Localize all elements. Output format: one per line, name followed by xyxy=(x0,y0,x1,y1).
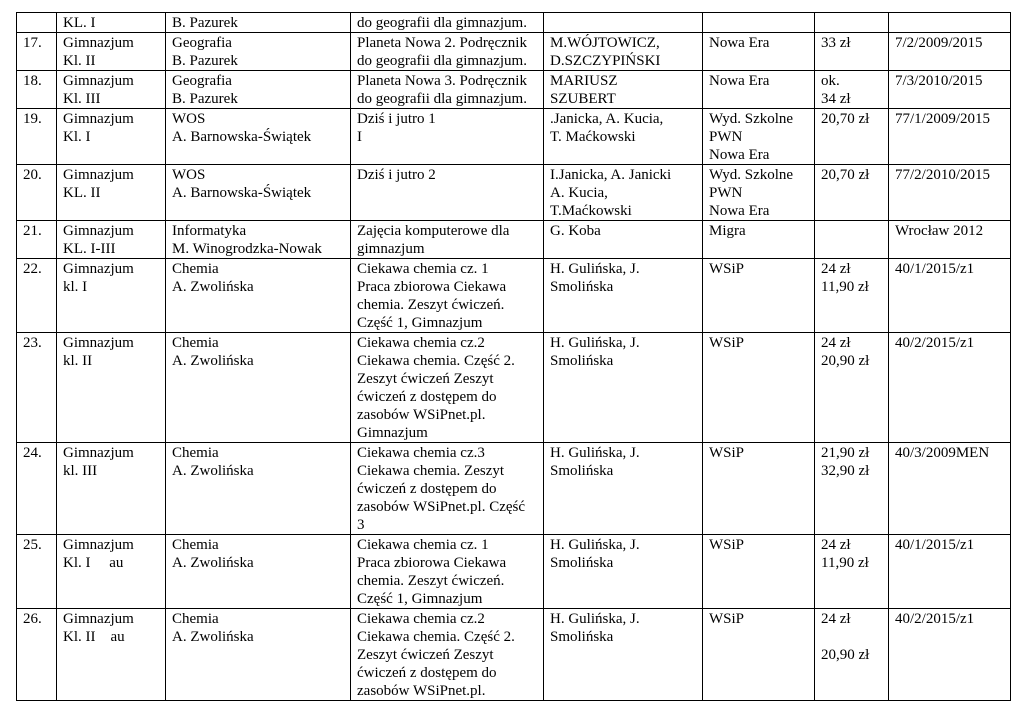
cell-text-line: Zeszyt ćwiczeń Zeszyt xyxy=(357,371,494,387)
table-row xyxy=(17,165,1011,221)
cell-text-line: 26. xyxy=(23,611,42,627)
cell-text-line: KL. I-III xyxy=(63,241,116,257)
class-cell xyxy=(57,13,166,33)
title-cell xyxy=(351,13,544,33)
cell-text-line: Smolińska xyxy=(550,629,614,645)
cell-text-line: Gimnazjum xyxy=(63,261,134,277)
cell-text-line: 20,70 zł xyxy=(821,111,870,127)
row-number-cell xyxy=(17,443,57,535)
cell-text-line: Planeta Nowa 2. Podręcznik xyxy=(357,35,527,51)
cell-text-line: 40/2/2015/z1 xyxy=(895,611,975,627)
cell-text-line: A. Zwolińska xyxy=(172,555,254,571)
publisher-cell xyxy=(703,443,815,535)
cell-text-line: 7/2/2009/2015 xyxy=(895,35,983,51)
cell-text-line: H. Gulińska, J. xyxy=(550,261,640,277)
cell-text-line: Ciekawa chemia cz. 1 xyxy=(357,261,489,277)
cell-text-line: B. Pazurek xyxy=(172,91,238,107)
cell-text-line: do geografii dla gimnazjum. xyxy=(357,53,527,69)
cell-text-line: chemia. Zeszyt ćwiczeń. xyxy=(357,297,505,313)
cell-text-line: A. Barnowska-Świątek xyxy=(172,185,312,201)
cell-text-line: WOS xyxy=(172,167,206,183)
cell-text-line: Gimnazjum xyxy=(63,35,134,51)
cell-text-line: Kl. I xyxy=(63,129,91,145)
cell-text-line: Gimnazjum xyxy=(63,111,134,127)
cell-text-line xyxy=(550,14,702,32)
row-number-cell xyxy=(17,259,57,333)
cell-text-line: Kl. I au xyxy=(63,555,124,571)
textbook-list-table xyxy=(16,12,1011,701)
cell-text-line: G. Koba xyxy=(550,223,601,239)
cell-text-line: A. Zwolińska xyxy=(172,463,254,479)
cell-text-line: 33 zł xyxy=(821,35,851,51)
authors-cell xyxy=(544,71,703,109)
table-row xyxy=(17,609,1011,701)
publisher-cell xyxy=(703,165,815,221)
cell-text-line: Migra xyxy=(709,223,746,239)
approval-number-cell xyxy=(889,221,1011,259)
cell-text-line: Smolińska xyxy=(550,279,614,295)
cell-text-line: kl. II xyxy=(63,353,93,369)
price-cell xyxy=(815,333,889,443)
publisher-cell xyxy=(703,109,815,165)
title-cell xyxy=(351,333,544,443)
cell-text-line: Smolińska xyxy=(550,555,614,571)
cell-text-line: A. Barnowska-Świątek xyxy=(172,129,312,145)
cell-text-line: PWN xyxy=(709,185,743,201)
class-cell xyxy=(57,71,166,109)
cell-text-line: WSiP xyxy=(709,261,745,277)
cell-text-line: 40/3/2009MEN xyxy=(895,445,990,461)
cell-text-line xyxy=(895,14,1010,32)
cell-text-line: MARIUSZ xyxy=(550,73,618,89)
price-cell xyxy=(815,609,889,701)
cell-text-line: KL. II xyxy=(63,185,101,201)
cell-text-line: Chemia xyxy=(172,335,219,351)
cell-text-line xyxy=(821,628,888,646)
cell-text-line: Ciekawa chemia. Zeszyt xyxy=(357,463,505,479)
cell-text-line: PWN xyxy=(709,129,743,145)
cell-text-line: 24 zł xyxy=(821,261,851,277)
cell-text-line: 25. xyxy=(23,537,42,553)
cell-text-line: 21. xyxy=(23,223,42,239)
price-cell xyxy=(815,33,889,71)
table-row xyxy=(17,535,1011,609)
title-cell xyxy=(351,259,544,333)
cell-text-line xyxy=(821,14,888,32)
publisher-cell xyxy=(703,259,815,333)
approval-number-cell xyxy=(889,33,1011,71)
subject-teacher-cell xyxy=(166,71,351,109)
cell-text-line: Wyd. Szkolne xyxy=(709,167,794,183)
row-number-cell xyxy=(17,13,57,33)
subject-teacher-cell xyxy=(166,259,351,333)
title-cell xyxy=(351,609,544,701)
cell-text-line: ćwiczeń z dostępem do xyxy=(357,665,497,681)
approval-number-cell xyxy=(889,71,1011,109)
cell-text-line: WSiP xyxy=(709,445,745,461)
subject-teacher-cell xyxy=(166,609,351,701)
cell-text-line: Ciekawa chemia cz. 1 xyxy=(357,537,489,553)
cell-text-line: Nowa Era xyxy=(709,147,770,163)
cell-text-line: 21,90 zł xyxy=(821,445,870,461)
cell-text-line: 20,90 zł xyxy=(821,353,870,369)
table-row xyxy=(17,33,1011,71)
cell-text-line xyxy=(23,14,56,32)
cell-text-line: Planeta Nowa 3. Podręcznik xyxy=(357,73,527,89)
cell-text-line: Gimnazjum xyxy=(357,425,428,441)
cell-text-line: Chemia xyxy=(172,445,219,461)
class-cell xyxy=(57,33,166,71)
cell-text-line: Dziś i jutro 1 xyxy=(357,111,436,127)
table-body xyxy=(17,13,1011,701)
authors-cell xyxy=(544,333,703,443)
cell-text-line: Nowa Era xyxy=(709,203,770,219)
class-cell xyxy=(57,165,166,221)
table-row xyxy=(17,109,1011,165)
cell-text-line: Smolińska xyxy=(550,463,614,479)
price-cell xyxy=(815,221,889,259)
cell-text-line: gimnazjum xyxy=(357,241,425,257)
title-cell xyxy=(351,33,544,71)
cell-text-line: Geografia xyxy=(172,35,232,51)
authors-cell xyxy=(544,165,703,221)
cell-text-line: 77/1/2009/2015 xyxy=(895,111,991,127)
authors-cell xyxy=(544,221,703,259)
subject-teacher-cell xyxy=(166,333,351,443)
price-cell xyxy=(815,13,889,33)
cell-text-line: 23. xyxy=(23,335,42,351)
publisher-cell xyxy=(703,71,815,109)
cell-text-line: zasobów WSiPnet.pl. Część xyxy=(357,499,526,515)
cell-text-line: Ciekawa chemia. Część 2. xyxy=(357,353,515,369)
subject-teacher-cell xyxy=(166,535,351,609)
cell-text-line: A. Zwolińska xyxy=(172,629,254,645)
approval-number-cell xyxy=(889,109,1011,165)
cell-text-line: Ciekawa chemia. Część 2. xyxy=(357,629,515,645)
approval-number-cell xyxy=(889,259,1011,333)
cell-text-line: kl. III xyxy=(63,463,98,479)
cell-text-line: zasobów WSiPnet.pl. xyxy=(357,683,486,699)
cell-text-line: Praca zbiorowa Ciekawa xyxy=(357,279,507,295)
title-cell xyxy=(351,535,544,609)
cell-text-line: 32,90 zł xyxy=(821,463,870,479)
cell-text-line: 17. xyxy=(23,35,42,51)
title-cell xyxy=(351,443,544,535)
publisher-cell xyxy=(703,333,815,443)
cell-text-line: 20,90 zł xyxy=(821,647,870,663)
cell-text-line: H. Gulińska, J. xyxy=(550,611,640,627)
class-cell xyxy=(57,535,166,609)
cell-text-line: Informatyka xyxy=(172,223,247,239)
cell-text-line: Gimnazjum xyxy=(63,335,134,351)
authors-cell xyxy=(544,443,703,535)
cell-text-line: Chemia xyxy=(172,611,219,627)
table-row xyxy=(17,333,1011,443)
cell-text-line: 24 zł xyxy=(821,537,851,553)
subject-teacher-cell xyxy=(166,109,351,165)
row-number-cell xyxy=(17,221,57,259)
cell-text-line: 19. xyxy=(23,111,42,127)
table-row xyxy=(17,259,1011,333)
price-cell xyxy=(815,535,889,609)
approval-number-cell xyxy=(889,609,1011,701)
subject-teacher-cell xyxy=(166,443,351,535)
cell-text-line: 20,70 zł xyxy=(821,167,870,183)
cell-text-line: do geografii dla gimnazjum. xyxy=(357,15,527,31)
cell-text-line: M. Winogrodzka-Nowak xyxy=(172,241,322,257)
cell-text-line: Geografia xyxy=(172,73,232,89)
class-cell xyxy=(57,221,166,259)
cell-text-line: M.WÓJTOWICZ, xyxy=(550,35,660,51)
table-row xyxy=(17,13,1011,33)
class-cell xyxy=(57,333,166,443)
cell-text-line: Kl. III xyxy=(63,91,101,107)
row-number-cell xyxy=(17,165,57,221)
title-cell xyxy=(351,165,544,221)
class-cell xyxy=(57,443,166,535)
cell-text-line: Gimnazjum xyxy=(63,445,134,461)
authors-cell xyxy=(544,33,703,71)
class-cell xyxy=(57,109,166,165)
cell-text-line: WSiP xyxy=(709,611,745,627)
price-cell xyxy=(815,259,889,333)
publisher-cell xyxy=(703,33,815,71)
cell-text-line: A. Kucia, xyxy=(550,185,608,201)
row-number-cell xyxy=(17,333,57,443)
cell-text-line: Gimnazjum xyxy=(63,167,134,183)
price-cell xyxy=(815,109,889,165)
cell-text-line: Zajęcia komputerowe dla xyxy=(357,223,510,239)
publisher-cell xyxy=(703,535,815,609)
cell-text-line: WSiP xyxy=(709,335,745,351)
cell-text-line: Zeszyt ćwiczeń Zeszyt xyxy=(357,647,494,663)
cell-text-line: Wyd. Szkolne xyxy=(709,111,794,127)
cell-text-line: 24. xyxy=(23,445,42,461)
cell-text-line: 7/3/2010/2015 xyxy=(895,73,983,89)
cell-text-line: T. Maćkowski xyxy=(550,129,636,145)
cell-text-line: H. Gulińska, J. xyxy=(550,335,640,351)
cell-text-line: B. Pazurek xyxy=(172,15,238,31)
title-cell xyxy=(351,109,544,165)
subject-teacher-cell xyxy=(166,165,351,221)
row-number-cell xyxy=(17,33,57,71)
authors-cell xyxy=(544,609,703,701)
publisher-cell xyxy=(703,13,815,33)
table-row xyxy=(17,443,1011,535)
cell-text-line: Część 1, Gimnazjum xyxy=(357,315,483,331)
cell-text-line: Nowa Era xyxy=(709,35,770,51)
cell-text-line: Chemia xyxy=(172,537,219,553)
authors-cell xyxy=(544,535,703,609)
cell-text-line: Część 1, Gimnazjum xyxy=(357,591,483,607)
cell-text-line: zasobów WSiPnet.pl. xyxy=(357,407,486,423)
table-row xyxy=(17,71,1011,109)
authors-cell xyxy=(544,109,703,165)
cell-text-line: Ciekawa chemia cz.3 xyxy=(357,445,485,461)
cell-text-line: H. Gulińska, J. xyxy=(550,445,640,461)
cell-text-line: I xyxy=(357,129,362,145)
cell-text-line: B. Pazurek xyxy=(172,53,238,69)
subject-teacher-cell xyxy=(166,221,351,259)
cell-text-line: .Janicka, A. Kucia, xyxy=(550,111,664,127)
cell-text-line: 34 zł xyxy=(821,91,851,107)
subject-teacher-cell xyxy=(166,33,351,71)
cell-text-line: H. Gulińska, J. xyxy=(550,537,640,553)
cell-text-line: Smolińska xyxy=(550,353,614,369)
publisher-cell xyxy=(703,221,815,259)
table-row xyxy=(17,221,1011,259)
cell-text-line: T.Maćkowski xyxy=(550,203,632,219)
subject-teacher-cell xyxy=(166,13,351,33)
cell-text-line: Dziś i jutro 2 xyxy=(357,167,436,183)
cell-text-line: kl. I xyxy=(63,279,88,295)
cell-text-line: 20. xyxy=(23,167,42,183)
cell-text-line: A. Zwolińska xyxy=(172,279,254,295)
cell-text-line: Gimnazjum xyxy=(63,611,134,627)
authors-cell xyxy=(544,259,703,333)
cell-text-line: Chemia xyxy=(172,261,219,277)
cell-text-line: Wrocław 2012 xyxy=(895,223,984,239)
approval-number-cell xyxy=(889,443,1011,535)
approval-number-cell xyxy=(889,165,1011,221)
cell-text-line: 11,90 zł xyxy=(821,555,869,571)
cell-text-line: I.Janicka, A. Janicki xyxy=(550,167,672,183)
class-cell xyxy=(57,609,166,701)
cell-text-line: Praca zbiorowa Ciekawa xyxy=(357,555,507,571)
cell-text-line: Gimnazjum xyxy=(63,223,134,239)
cell-text-line xyxy=(709,14,814,32)
cell-text-line: ćwiczeń z dostępem do xyxy=(357,389,497,405)
cell-text-line: D.SZCZYPIŃSKI xyxy=(550,53,661,69)
row-number-cell xyxy=(17,71,57,109)
approval-number-cell xyxy=(889,535,1011,609)
class-cell xyxy=(57,259,166,333)
cell-text-line: Kl. II au xyxy=(63,629,125,645)
cell-text-line: do geografii dla gimnazjum. xyxy=(357,91,527,107)
cell-text-line: 22. xyxy=(23,261,42,277)
price-cell xyxy=(815,165,889,221)
cell-text-line: 40/1/2015/z1 xyxy=(895,537,975,553)
title-cell xyxy=(351,71,544,109)
title-cell xyxy=(351,221,544,259)
cell-text-line: Ciekawa chemia cz.2 xyxy=(357,611,485,627)
cell-text-line: 3 xyxy=(357,517,365,533)
row-number-cell xyxy=(17,535,57,609)
approval-number-cell xyxy=(889,13,1011,33)
cell-text-line: 40/2/2015/z1 xyxy=(895,335,975,351)
cell-text-line: A. Zwolińska xyxy=(172,353,254,369)
cell-text-line xyxy=(821,222,888,240)
cell-text-line: Kl. II xyxy=(63,53,96,69)
row-number-cell xyxy=(17,109,57,165)
cell-text-line: 40/1/2015/z1 xyxy=(895,261,975,277)
cell-text-line: Ciekawa chemia cz.2 xyxy=(357,335,485,351)
cell-text-line: SZUBERT xyxy=(550,91,616,107)
cell-text-line: WOS xyxy=(172,111,206,127)
cell-text-line: 11,90 zł xyxy=(821,279,869,295)
authors-cell xyxy=(544,13,703,33)
cell-text-line: Gimnazjum xyxy=(63,537,134,553)
cell-text-line: KL. I xyxy=(63,15,96,31)
publisher-cell xyxy=(703,609,815,701)
row-number-cell xyxy=(17,609,57,701)
price-cell xyxy=(815,443,889,535)
cell-text-line: 24 zł xyxy=(821,611,851,627)
cell-text-line: 77/2/2010/2015 xyxy=(895,167,991,183)
cell-text-line: WSiP xyxy=(709,537,745,553)
cell-text-line: Nowa Era xyxy=(709,73,770,89)
cell-text-line: chemia. Zeszyt ćwiczeń. xyxy=(357,573,505,589)
price-cell xyxy=(815,71,889,109)
cell-text-line: Gimnazjum xyxy=(63,73,134,89)
cell-text-line: 24 zł xyxy=(821,335,851,351)
cell-text-line: ćwiczeń z dostępem do xyxy=(357,481,497,497)
approval-number-cell xyxy=(889,333,1011,443)
cell-text-line: ok. xyxy=(821,73,840,89)
cell-text-line: 18. xyxy=(23,73,42,89)
